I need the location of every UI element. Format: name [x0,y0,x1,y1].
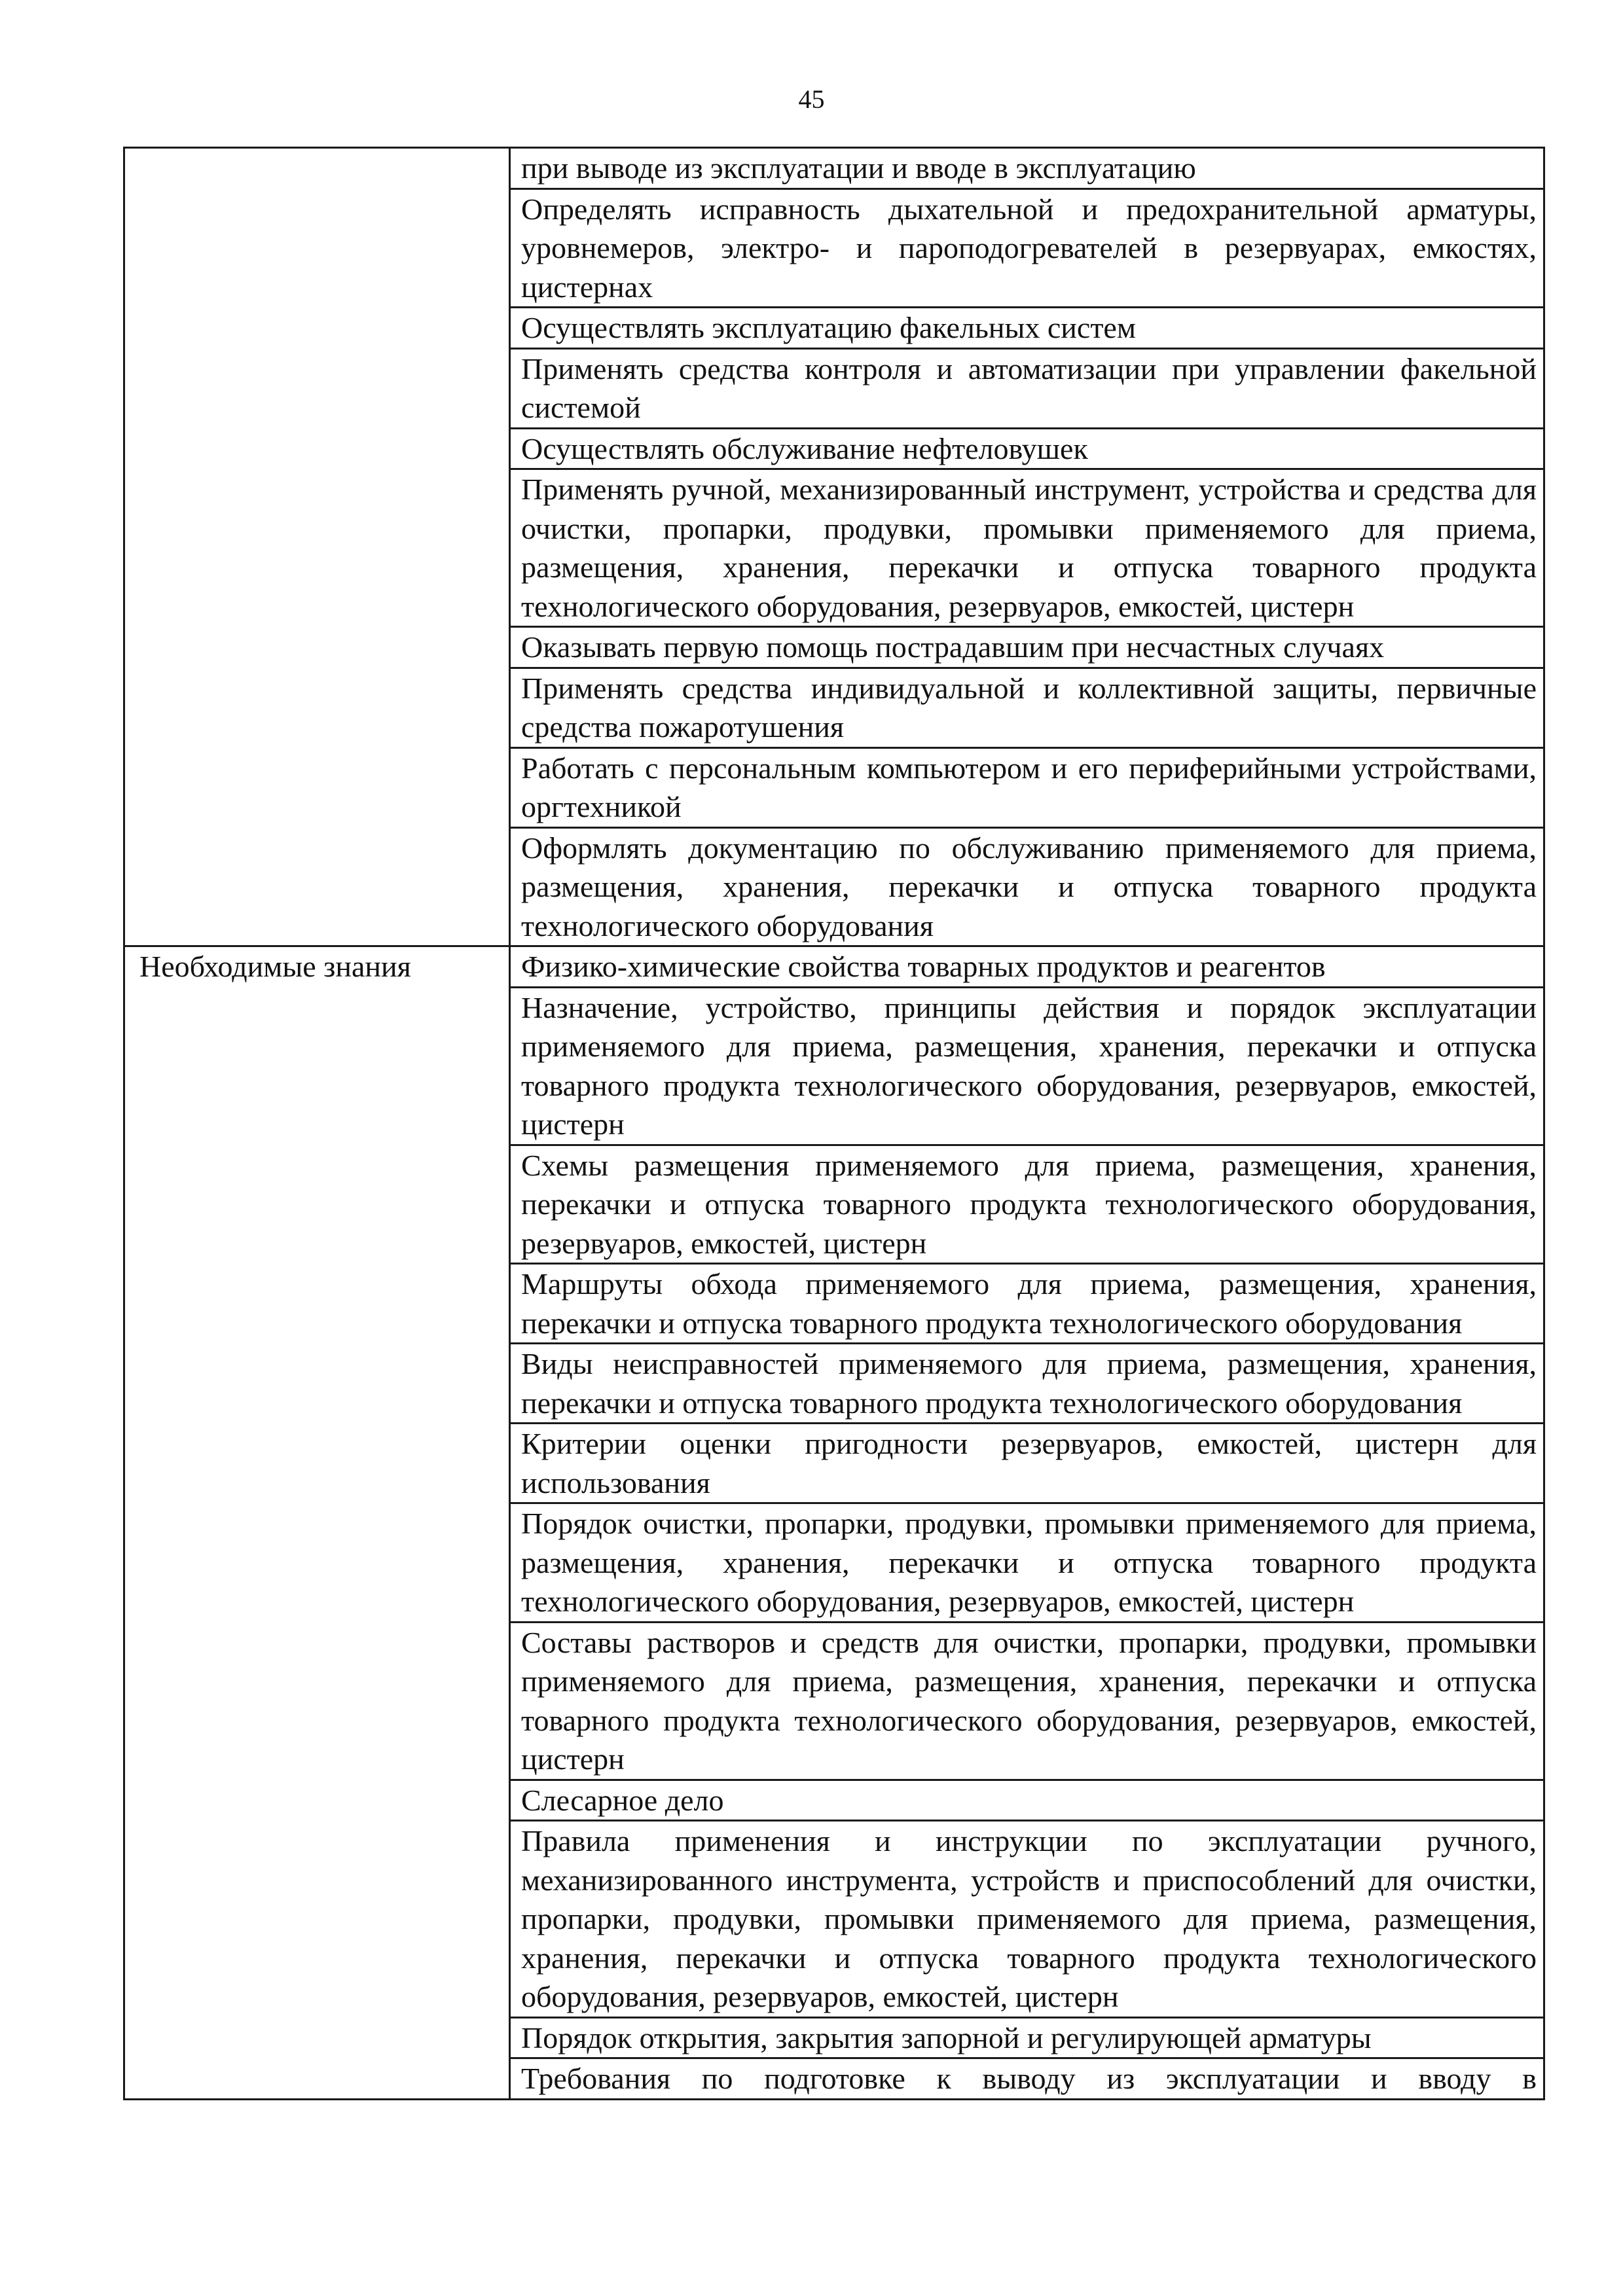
table-cell: Составы растворов и средств для очистки, пропарки, продувки, промывки применяемого для приема, размещения, хранения, перекачки и отпуска товарного продукта технологического оборудования, резервуаров, емкостей, цистерн [510,1622,1544,1780]
table-cell: Слесарное дело [510,1780,1544,1821]
table-row [124,946,1544,988]
table-cell: Применять средства индивидуальной и коллективной защиты, первичные средства пожаротушения [510,668,1544,747]
skills-label-cell [124,148,510,946]
table-cell: Оформлять документацию по обслуживанию применяемого для приема, размещения, хранения, перекачки и отпуска товарного продукта технологического оборудования [510,827,1544,946]
table-cell: Осуществлять обслуживание нефтеловушек [510,428,1544,469]
table-cell: Работать с персональным компьютером и его периферийными устройствами, оргтехникой [510,747,1544,827]
table-cell: Осуществлять эксплуатацию факельных систем [510,308,1544,349]
table-row [124,148,1544,189]
table-cell: Порядок очистки, пропарки, продувки, промывки применяемого для приема, размещения, хранения, перекачки и отпуска товарного продукта технологического оборудования, резервуаров, емкостей, цистерн [510,1503,1544,1623]
table-cell: Порядок открытия, закрытия запорной и регулирующей арматуры [510,2017,1544,2058]
table-cell: Критерии оценки пригодности резервуаров, емкостей, цистерн для использования [510,1424,1544,1503]
table-cell: при выводе из эксплуатации и вводе в эксплуатацию [510,148,1544,189]
table-cell: Применять ручной, механизированный инструмент, устройства и средства для очистки, пропарки, продувки, промывки применяемого для приема, размещения, хранения, перекачки и отпуска товарного продукта технологического оборудования, резервуаров, емкостей, цистерн [510,469,1544,627]
table-cell: Физико-химические свойства товарных продуктов и реагентов [510,946,1544,988]
table-cell: Правила применения и инструкции по эксплуатации ручного, механизированного инструмента, устройств и приспособлений для очистки, пропарки, продувки, промывки применяемого для приема, размещения, хранения, перекачки и отпуска товарного продукта технологического оборудования, резервуаров, емкостей, цистерн [510,1821,1544,2018]
page-number: 45 [798,84,825,114]
table-cell: Оказывать первую помощь пострадавшим при несчастных случаях [510,627,1544,668]
table-cell: Применять средства контроля и автоматизации при управлении факельной системой [510,348,1544,428]
knowledge-label: Необходимые знания [124,946,510,2100]
table-cell: Назначение, устройство, принципы действия и порядок эксплуатации применяемого для приема, размещения, хранения, перекачки и отпуска товарного продукта технологического оборудования, резервуаров, емкостей, цистерн [510,987,1544,1145]
requirements-table [123,147,1545,2100]
table-cell: Маршруты обхода применяемого для приема, размещения, хранения, перекачки и отпуска товарного продукта технологического оборудования [510,1264,1544,1344]
table-cell: Виды неисправностей применяемого для приема, размещения, хранения, перекачки и отпуска товарного продукта технологического оборудования [510,1344,1544,1424]
table-cell: Схемы размещения применяемого для приема, размещения, хранения, перекачки и отпуска товарного продукта технологического оборудования, резервуаров, емкостей, цистерн [510,1145,1544,1264]
table-cell: Определять исправность дыхательной и предохранительной арматуры, уровнемеров, электро- и пароподогревателей в резервуарах, емкостях, цистернах [510,188,1544,308]
table-cell: Требования по подготовке к выводу из эксплуатации и вводу в [510,2058,1544,2100]
